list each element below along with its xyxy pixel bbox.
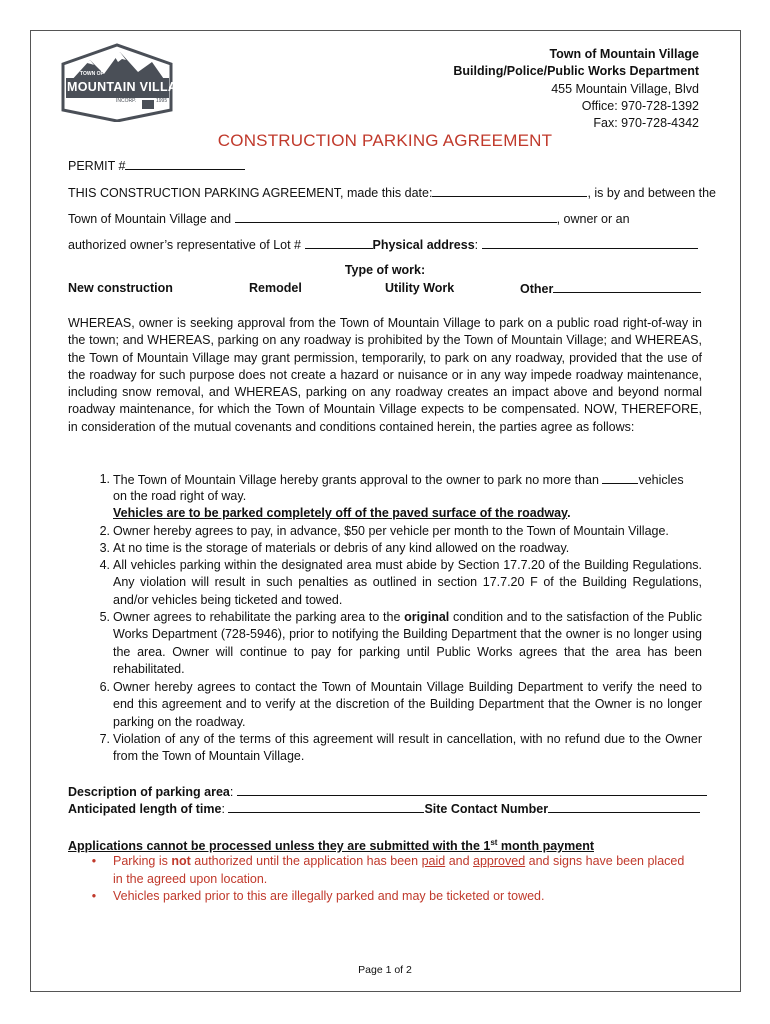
notice-heading-end: month payment	[497, 839, 594, 854]
item-5-end: condition and to the satisfaction of the Public Works Department (728-5946), prior to notifying the Building Department that the owner is no longer using the area. Owner will continue to pay for parking until Public Works agrees that the area has been rehabilitated.	[113, 610, 702, 676]
notice-1-end: and signs have been placed	[528, 854, 685, 868]
permit-number-field[interactable]	[125, 157, 245, 170]
item-5-original: original	[404, 610, 450, 624]
item-1-line-2: on the road right of way.	[113, 489, 247, 503]
notice-1-and: and	[448, 854, 470, 868]
paved-surface-notice: Vehicles are to be parked completely off of the paved surface of the roadway	[113, 506, 568, 520]
town-logo	[60, 42, 196, 122]
work-type-new-construction[interactable]: New construction	[68, 281, 173, 295]
intro-line-1	[68, 184, 716, 202]
notice-1-paid: paid	[421, 854, 446, 868]
notice-item-1-line-1	[113, 853, 684, 870]
logo-top-text: TOWN OF	[80, 71, 104, 77]
notice-1-start: Parking is	[113, 854, 168, 868]
fax-number: Fax: 970-728-4342	[593, 116, 699, 131]
length-row	[68, 800, 700, 818]
item-4-text: All vehicles parking within the designated area must abide by Section 17.7.20 of the Building Regulations. Any violation will result in such penalties as outlined in section 17.7.20 F of the Building Regulations, and/or vehicles being ticketed and towed.	[113, 558, 702, 607]
item-7-number: 7.	[99, 732, 110, 746]
notice-heading-sup: st	[490, 838, 498, 847]
notice-1-approved: approved	[473, 854, 526, 868]
address-line: 455 Mountain Village, Blvd	[551, 81, 699, 96]
work-type-other-field[interactable]	[553, 280, 701, 293]
physical-address-label: Physical address	[372, 238, 475, 252]
owner-name-field[interactable]	[235, 210, 557, 223]
item-6-text: Owner hereby agrees to contact the Town of Mountain Village Building Department to verify the need to end this agreement and to verify at the discretion of the Building Department that the Owner is no longer parking on the roadway.	[113, 680, 702, 729]
item-1-text: The Town of Mountain Village hereby grants approval to the owner to park no more than	[113, 473, 599, 487]
notice-heading-start: Applications cannot be processed unless they are submitted with the 1	[68, 839, 491, 854]
item-2-number: 2.	[99, 524, 110, 538]
notice-item-1-line-2: in the agreed upon location.	[113, 872, 268, 886]
notice-bullet-2: •	[91, 889, 97, 903]
notice-item-2: Vehicles parked prior to this are illegally parked and may be ticketed or towed.	[113, 889, 545, 903]
item-3-number: 3.	[99, 541, 110, 555]
work-type-utility[interactable]: Utility Work	[385, 281, 455, 295]
work-type-other-label: Other	[520, 282, 554, 296]
length-field[interactable]	[228, 800, 424, 813]
item-4-number: 4.	[99, 558, 110, 572]
item-1-line-1	[113, 471, 702, 489]
item-1-vehicles: vehicles	[638, 473, 684, 487]
page-number: Page 1 of 2	[358, 964, 412, 976]
logo-name: MOUNTAIN VILLAGE	[67, 80, 196, 94]
intro-line-2-end: , owner or an	[556, 212, 630, 226]
item-5-start: Owner agrees to rehabilitate the parking area to the	[113, 610, 401, 624]
length-colon: :	[221, 802, 225, 816]
vehicle-count-field[interactable]	[602, 471, 638, 484]
description-row	[68, 783, 707, 801]
item-2-text: Owner hereby agrees to pay, in advance, $50 per vehicle per month to the Town of Mountain Village.	[113, 524, 669, 538]
item-3-text: At no time is the storage of materials or debris of any kind allowed on the roadway.	[113, 541, 570, 555]
office-phone: Office: 970-728-1392	[581, 98, 699, 113]
item-1-number: 1.	[99, 472, 110, 486]
logo-year: 1995	[156, 98, 168, 104]
intro-owner-label: Town of Mountain Village and	[68, 212, 232, 226]
agreement-date-field[interactable]	[432, 184, 587, 197]
length-label: Anticipated length of time	[68, 802, 222, 816]
item-1-line-3	[113, 505, 702, 522]
logo-incorp: INCORP.	[116, 98, 137, 104]
intro-line-1-end: , is by and between the	[587, 186, 716, 200]
intro-line-2	[68, 210, 630, 228]
physical-address-field[interactable]	[482, 236, 698, 249]
lot-number-field[interactable]	[305, 236, 373, 249]
whereas-paragraph: WHEREAS, owner is seeking approval from the Town of Mountain Village to park on a public road right-of-way in the town; and WHEREAS, parking on any roadway is prohibited by the Town of Mountain Village; and WHEREAS, the Town of Mountain Village may grant permission, temporarily, to park on any roadway, provided that the use of the roadway for such purpose does not create a hazard or nuisance or in any way impede roadway maintenance, including snow removal, and WHEREAS, parking on any roadway creates an impact above and beyond normal roadway maintenance, for which the Town of Mountain Village expects to be compensated. NOW, THEREFORE, in consideration of the mutual covenants and conditions contained herein, the parties agree as follows:	[68, 316, 702, 434]
permit-row	[68, 157, 245, 175]
org-name: Town of Mountain Village	[549, 47, 699, 61]
description-field[interactable]	[237, 783, 707, 796]
intro-line-3	[68, 236, 698, 254]
item-5-text	[113, 609, 702, 678]
item-6-number: 6.	[99, 680, 110, 694]
header-address-block	[453, 46, 699, 132]
type-of-work-heading: Type of work:	[344, 263, 426, 277]
site-contact-field[interactable]	[548, 800, 700, 813]
description-label: Description of parking area	[68, 785, 230, 799]
intro-date-label: THIS CONSTRUCTION PARKING AGREEMENT, made this date:	[68, 186, 433, 200]
department-name: Building/Police/Public Works Department	[453, 64, 699, 79]
site-contact-label: Site Contact Number	[424, 802, 549, 816]
item-5-number: 5.	[99, 610, 110, 624]
permit-label: PERMIT #	[68, 159, 126, 173]
notice-bullet-1: •	[91, 854, 97, 868]
work-type-other[interactable]	[520, 280, 701, 298]
notice-1-mid: authorized until the application has been	[194, 854, 419, 868]
lot-label: authorized owner’s representative of Lot #	[68, 238, 302, 252]
item-1-period: .	[567, 506, 571, 520]
item-7-text: Violation of any of the terms of this agreement will result in cancellation, with no refund due to the Owner from the Town of Mountain Village.	[113, 732, 702, 764]
document-title: CONSTRUCTION PARKING AGREEMENT	[217, 131, 553, 150]
physical-address-colon: :	[474, 238, 479, 252]
description-colon: :	[229, 785, 234, 799]
notice-1-not: not	[171, 854, 191, 868]
work-type-remodel[interactable]: Remodel	[249, 281, 302, 295]
